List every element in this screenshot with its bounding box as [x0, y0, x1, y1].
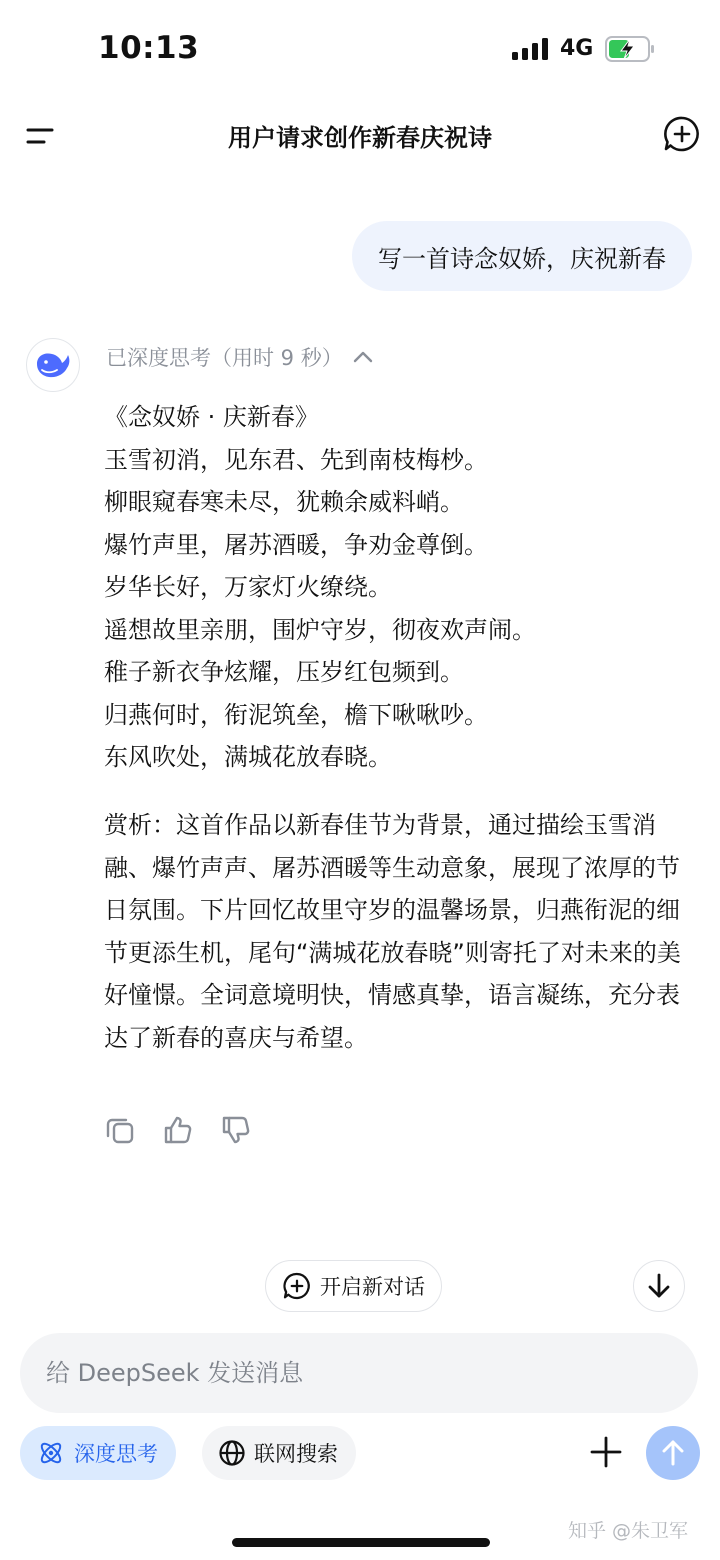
- poem-line: 柳眼窥春寒未尽，犹赖余威料峭。: [104, 488, 464, 516]
- send-button[interactable]: [646, 1426, 700, 1480]
- scroll-to-bottom-button[interactable]: [633, 1260, 685, 1312]
- header: [0, 96, 720, 176]
- new-chat-icon: [282, 1271, 312, 1301]
- thumbs-up-icon[interactable]: [162, 1114, 194, 1146]
- web-search-label: 联网搜索: [254, 1442, 338, 1466]
- deep-think-toggle[interactable]: [20, 1426, 176, 1480]
- watermark: 知乎 @朱卫军: [568, 1520, 689, 1542]
- poem-line: 岁华长好，万家灯火缭绕。: [104, 573, 392, 601]
- message-input-container: [20, 1333, 698, 1413]
- poem-line: 稚子新衣争炫耀，压岁红包频到。: [104, 658, 464, 686]
- user-message-bubble: 写一首诗念奴娇，庆祝新春: [352, 221, 692, 291]
- poem-line: 东风吹处，满城花放春晓。: [104, 743, 392, 771]
- poem-analysis: 赏析：这首作品以新春佳节为背景，通过描绘玉雪消融、爆竹声声、屠苏酒暖等生动意象，展现了浓厚的节日氛围。下片回忆故里守岁的温馨场景，归燕衔泥的细节更添生机，尾句“满城花放春晓”则寄托了对未来的美好憧憬。全词意境明快，情感真挚，语言凝练，充分表达了新春的喜庆与希望。: [104, 811, 681, 1052]
- poem-line: 归燕何时，衔泥筑垒，檐下啾啾吵。: [104, 700, 488, 729]
- home-indicator: [232, 1538, 490, 1547]
- status-bar: [0, 0, 720, 96]
- thinking-status-toggle[interactable]: [106, 342, 375, 372]
- poem-title: 《念奴娇 · 庆新春》: [104, 403, 319, 431]
- battery-charging-icon: [605, 36, 655, 62]
- poem-text: [104, 396, 700, 779]
- chevron-up-icon: [351, 349, 375, 365]
- web-search-toggle[interactable]: [202, 1426, 356, 1480]
- status-time: 10:13: [98, 30, 200, 66]
- start-new-chat-label: 开启新对话: [320, 1275, 425, 1299]
- globe-icon: [218, 1439, 246, 1467]
- deep-think-label: 深度思考: [74, 1442, 158, 1466]
- message-actions: [104, 1114, 252, 1146]
- poem-line: 玉雪初消，见东君、先到南枝梅杪。: [104, 445, 488, 474]
- thumbs-down-icon[interactable]: [220, 1114, 252, 1146]
- copy-icon[interactable]: [104, 1114, 136, 1146]
- deepseek-avatar: [26, 338, 80, 392]
- message-input[interactable]: [46, 1359, 698, 1387]
- signal-icon: [512, 38, 548, 60]
- new-chat-icon[interactable]: [662, 114, 702, 154]
- arrow-up-icon: [660, 1438, 686, 1468]
- arrow-down-icon: [646, 1272, 672, 1300]
- page-title: 用户请求创作新春庆祝诗: [228, 124, 492, 152]
- start-new-chat-button[interactable]: [265, 1260, 442, 1312]
- attach-plus-icon[interactable]: [586, 1432, 626, 1472]
- poem-line: 爆竹声里，屠苏酒暖，争劝金尊倒。: [104, 530, 488, 559]
- poem-line: 遥想故里亲朋，围炉守岁，彻夜欢声闹。: [104, 615, 536, 644]
- deepseek-whale-icon: [34, 350, 72, 380]
- thinking-status-label: 已深度思考（用时 9 秒）: [106, 346, 343, 370]
- atom-icon: [36, 1438, 66, 1468]
- network-type: 4G: [560, 36, 594, 61]
